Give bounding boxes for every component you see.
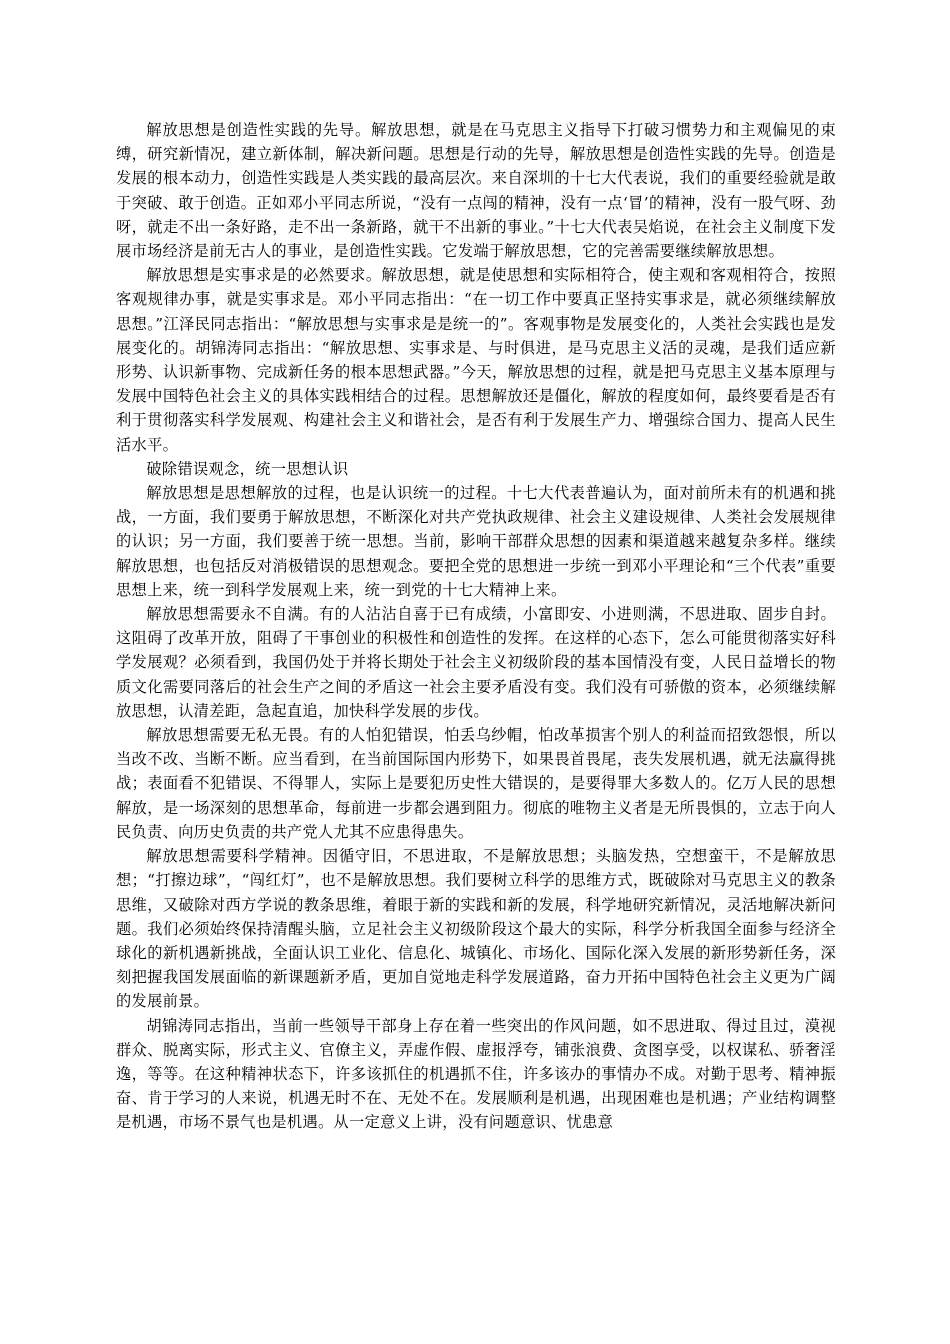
paragraph-creative-practice: 解放思想是创造性实践的先导。解放思想，就是在马克思主义指导下打破习惯势力和主观偏见的束缚，研究新情况，建立新体制，解决新问题。思想是行动的先导，解放思想是创造性实践的先导。创造是发展的根本动力，创造性实践是人类实践的最高层次。来自深圳的十七大代表说，我们的重要经验就是敢于突破、敢于创造。正如邓小平同志所说，“没有一点闯的精神，没有一点‘冒’的精神，没有一股气呀、劲呀，就走不出一条好路，走不出一条新路，就干不出新的事业。”十七大代表吴焰说，在社会主义制度下发展市场经济是前无古人的事业，是创造性实践。它发端于解放思想，它的完善需要继续解放思想。 [116,121,836,261]
paragraph-unify-thinking: 解放思想是思想解放的过程，也是认识统一的过程。十七大代表普遍认为，面对前所未有的机遇和挑战，一方面，我们要勇于解放思想，不断深化对共产党执政规律、社会主义建设规律、人类社会发展规律的认识；另一方面，我们要善于统一思想。当前，影响干部群众思想的因素和渠道越来越复杂多样。继续解放思想，也包括反对消极错误的思想观念。要把全党的思想进一步统一到邓小平理论和“三个代表”重要思想上来，统一到科学发展观上来，统一到党的十七大精神上来。 [116,484,836,599]
paragraph-never-complacent: 解放思想需要永不自满。有的人沾沾自喜于已有成绩，小富即安、小进则满，不思进取、固步自封。这阻碍了改革开放，阻碍了干事创业的积极性和创造性的发挥。在这样的心态下，怎么可能贯彻落实好科学发展观？必须看到，我国仍处于并将长期处于社会主义初级阶段的基本国情没有变，人民日益增长的物质文化需要同落后的社会生产之间的矛盾这一社会主要矛盾没有变。我们没有可骄傲的资本，必须继续解放思想，认清差距，急起直追，加快科学发展的步伐。 [116,605,836,720]
paragraph-seek-truth: 解放思想是实事求是的必然要求。解放思想，就是使思想和实际相符合，使主观和客观相符合，按照客观规律办事，就是实事求是。邓小平同志指出：“在一切工作中要真正坚持实事求是，就必须继续解放思想。”江泽民同志指出：“解放思想与实事求是是统一的”。客观事物是发展变化的，人类社会实践也是发展变化的。胡锦涛同志指出：“解放思想、实事求是、与时俱进，是马克思主义活的灵魂，是我们适应新形势、认识新事物、完成新任务的根本思想武器。”今天，解放思想的过程，就是把马克思主义基本原理与发展中国特色社会主义的具体实践相结合的过程。思想解放还是僵化，解放的程度如何，最终要看是否有利于贯彻落实科学发展观、构建社会主义和谐社会，是否有利于发展生产力、增强综合国力、提高人民生活水平。 [116,266,836,454]
paragraph-work-style: 胡锦涛同志指出，当前一些领导干部身上存在着一些突出的作风问题，如不思进取、得过且过，漠视群众、脱离实际，形式主义、官僚主义，弄虚作假、虚报浮夸，铺张浪费、贪图享受，以权谋私、骄奢淫逸，等等。在这种精神状态下，许多该抓住的机遇抓不住，许多该办的事情办不成。对勤于思考、精神振奋、肯于学习的人来说，机遇无时不在、无处不在。发展顺利是机遇，出现困难也是机遇；产业结构调整是机遇，市场不景气也是机遇。从一定意义上讲，没有问题意识、忧患意 [116,1016,836,1132]
document-page [116,118,836,1135]
paragraph-scientific-spirit: 解放思想需要科学精神。因循守旧，不思进取，不是解放思想；头脑发热，空想蛮干，不是解放思想；“打擦边球”，“闯红灯”，也不是解放思想。我们要树立科学的思维方式，既破除对马克思主义的教条思维，又破除对西方学说的教条思维，着眼于新的实践和新的发展，科学地研究新情况，灵活地解决新问题。我们必须始终保持清醒头脑，立足社会主义初级阶段这个最大的实际，科学分析我国全面参与经济全球化的新机遇新挑战，全面认识工业化、信息化、城镇化、市场化、国际化深入发展的新形势新任务，深刻把握我国发展面临的新课题新矛盾，更加自觉地走科学发展道路，奋力开拓中国特色社会主义更为广阔的发展前景。 [116,847,836,1011]
paragraph-selfless-fearless: 解放思想需要无私无畏。有的人怕犯错误，怕丢乌纱帽，怕改革损害个别人的利益而招致怨恨，所以当改不改、当断不断。应当看到，在当前国际国内形势下，如果畏首畏尾，丧失发展机遇，就无法赢得挑战；表面看不犯错误、不得罪人，实际上是要犯历史性大错误的，是要得罪大多数人的。亿万人民的思想解放，是一场深刻的思想革命，每前进一步都会遇到阻力。彻底的唯物主义者是无所畏惧的，立志于向人民负责、向历史负责的共产党人尤其不应患得患失。 [116,726,836,841]
section-heading: 破除错误观念，统一思想认识 [146,459,349,478]
